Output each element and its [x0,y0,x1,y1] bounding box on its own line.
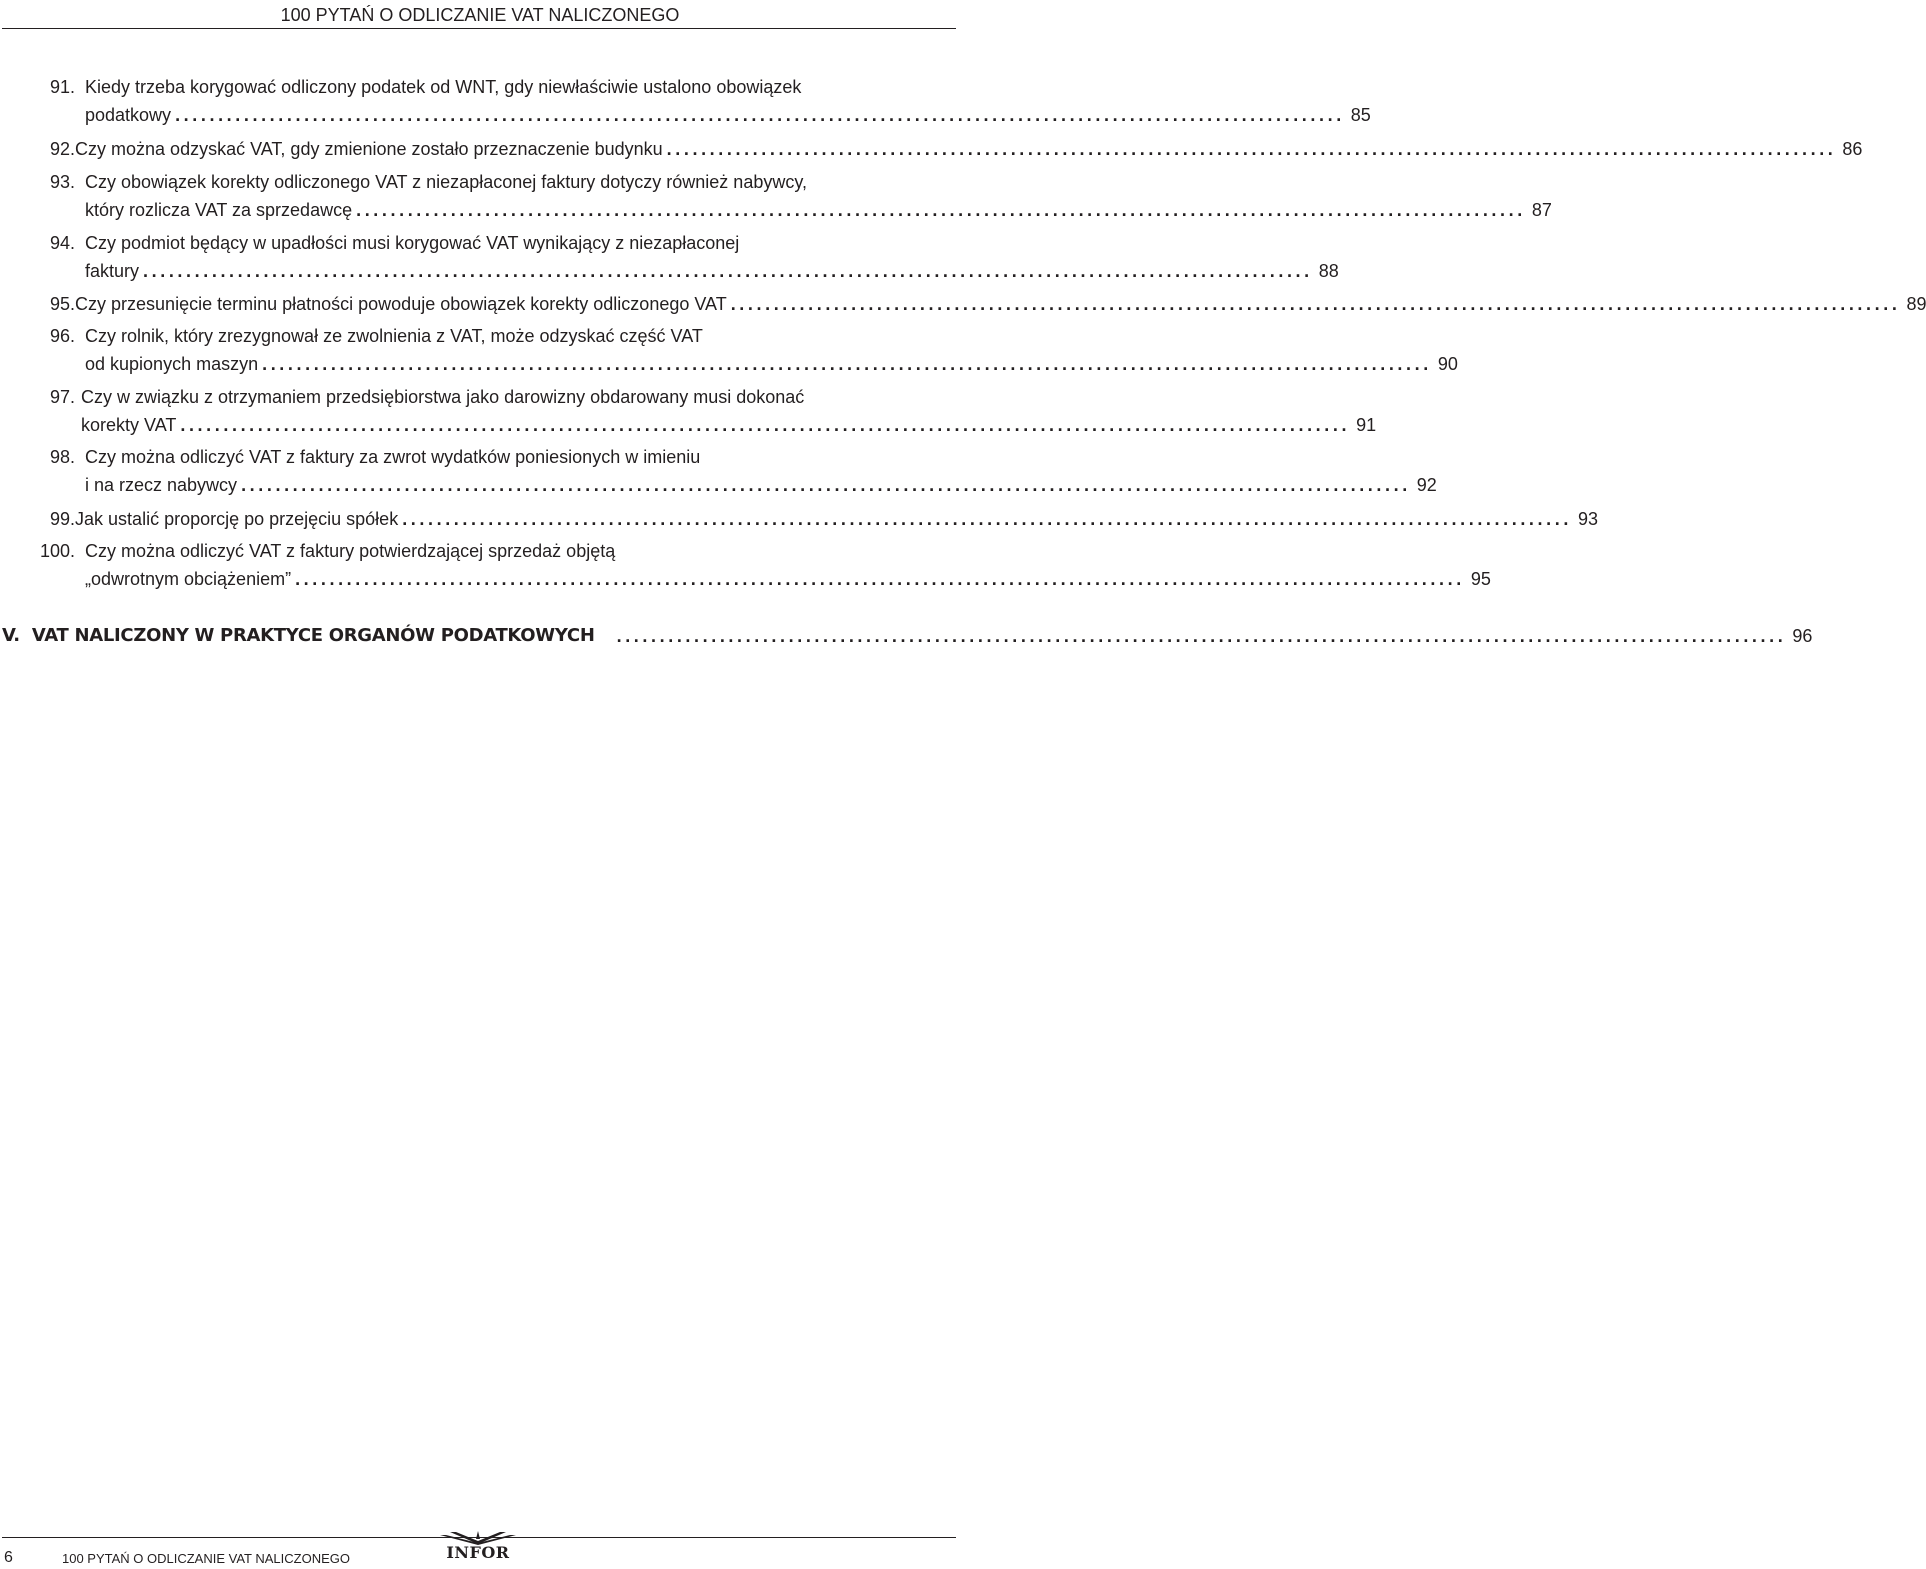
entry-number: 96. [50,326,76,346]
dot-leader: ........................................................................................................................................ [666,139,1837,159]
entry-title-line2: korekty VAT [81,415,177,435]
entry-title-line2: faktury [85,261,140,281]
entry-number: 98. [50,447,76,467]
entry-page: 88 [1318,261,1339,281]
toc-entry-98[interactable] [0,444,1437,500]
entry-title-line2: „odwrotnym obciążeniem” [85,569,292,589]
entry-title-line1: Czy rolnik, który zrezygnował ze zwolnienia z VAT, może odzyskać część VAT [85,326,703,346]
footer-title: 100 PYTAŃ O ODLICZANIE VAT NALICZONEGO [62,1551,350,1566]
dot-leader: ........................................................................................................................................ [402,509,1572,529]
dot-leader: ........................................................................................................................................ [180,415,1351,435]
entry-page: 92 [1416,475,1437,495]
entry-title-line1: Kiedy trzeba korygować odliczony podatek od WNT, gdy niewłaściwie ustalono obowiązek [85,77,802,97]
entry-number: 99. [50,509,76,529]
entry-title-line2: podatkowy [85,105,172,125]
section-heading [2,623,595,649]
entry-page: 90 [1437,354,1458,374]
entry-page: 93 [1577,509,1598,529]
entry-page: 86 [1842,139,1863,159]
dot-leader: ........................................................................................................................................ [175,105,1345,125]
entry-title-line2: i na rzecz nabywcy [85,475,238,495]
entry-number: 94. [50,233,76,253]
entry-title-line1: Czy można odliczyć VAT z faktury potwierdzającej sprzedaż objętą [85,541,616,561]
entry-title-line2: który rozlicza VAT za sprzedawcę [85,200,353,220]
entry-page: 95 [1470,569,1491,589]
entry-title-line2: od kupionych maszyn [85,354,259,374]
entry-number: 92. [50,139,76,159]
logo-text: INFOR [446,1543,510,1562]
entry-title: Czy można odzyskać VAT, gdy zmienione zostało przeznaczenie budynku [75,139,663,159]
entry-number: 93. [50,172,76,192]
toc-entry-97[interactable] [0,384,1377,440]
footer-page-number: 6 [4,1549,13,1566]
entry-number: 97. [50,387,76,407]
entry-title-line1: Czy można odliczyć VAT z faktury za zwrot wydatków poniesionych w imieniu [85,447,701,467]
running-header: 100 PYTAŃ O ODLICZANIE VAT NALICZONEGO [280,5,680,25]
toc-entry-96[interactable] [0,323,1458,379]
entry-title: Czy przesunięcie terminu płatności powoduje obowiązek korekty odliczonego VAT [75,294,727,314]
header-rule [2,28,956,29]
toc-entry-100[interactable] [0,538,1491,594]
entry-title-line1: Czy w związku z otrzymaniem przedsiębiorstwa jako darowizny obdarowany musi dokonać [81,387,805,407]
entry-title-line1: Czy podmiot będący w upadłości musi korygować VAT wynikający z niezapłaconej [85,233,740,253]
entry-number: 100. [40,541,76,561]
dot-leader: ........................................................................................................................................ [730,294,1901,314]
dot-leader: ........................................................................................................................................ [143,261,1313,281]
infor-logo [430,1530,526,1564]
entry-title-line1: Czy obowiązek korekty odliczonego VAT z niezapłaconej faktury dotyczy również nabywcy, [85,172,808,192]
entry-page: 85 [1350,105,1371,125]
toc-entry-92[interactable] [0,136,1863,164]
section-page: 96 [1792,626,1813,646]
dot-leader: ........................................................................................................................................ [295,569,1465,589]
toc-section-v[interactable] [2,623,1813,649]
toc-entry-93[interactable] [0,169,1552,225]
toc-entry-94[interactable] [0,230,1339,286]
dot-leader: ........................................................................................................................................ [616,626,1787,646]
toc-entry-99[interactable] [0,506,1598,534]
entry-page: 87 [1531,200,1552,220]
toc-entry-95[interactable] [0,291,1926,319]
section-title: VAT NALICZONY W PRAKTYCE ORGANÓW PODATKOWYCH [31,625,595,646]
section-number: V. [2,625,20,646]
entry-page: 91 [1356,415,1377,435]
entry-number: 95. [50,294,76,314]
dot-leader: ........................................................................................................................................ [241,475,1411,495]
toc-entry-91[interactable] [0,74,1371,130]
dot-leader: ........................................................................................................................................ [356,200,1526,220]
dot-leader: ........................................................................................................................................ [262,354,1432,374]
entry-title: Jak ustalić proporcję po przejęciu spółek [75,509,399,529]
entry-number: 91. [50,77,76,97]
entry-page: 89 [1906,294,1926,314]
